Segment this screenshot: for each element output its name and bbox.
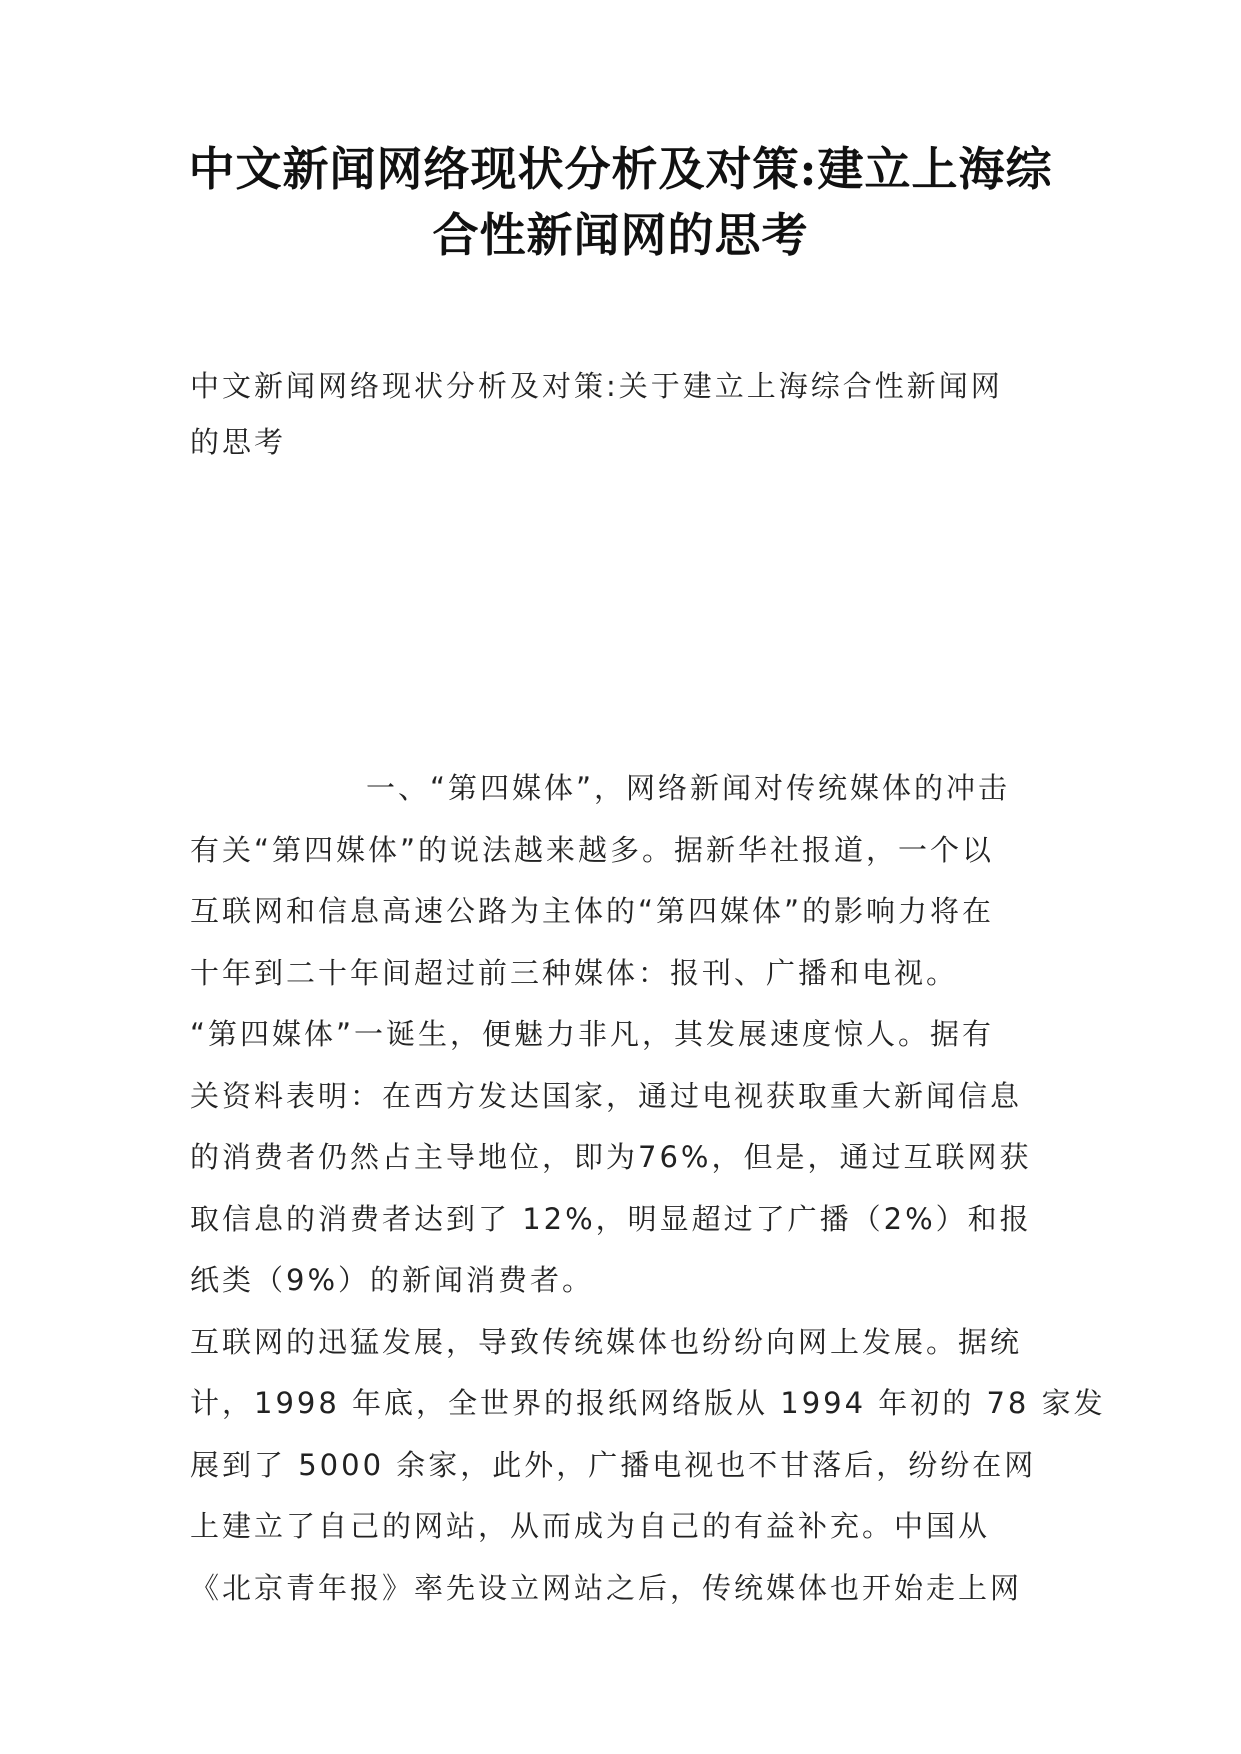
body-text-line: 十年到二十年间超过前三种媒体：报刊、广播和电视。 bbox=[190, 955, 959, 990]
body-text-line: “第四媒体”一诞生，便魅力非凡，其发展速度惊人。据有 bbox=[190, 1017, 995, 1051]
subtitle-line: 的思考 bbox=[190, 425, 287, 459]
body-text-line: 取信息的消费者达到了 12%，明显超过了广播（2%）和报 bbox=[190, 1201, 1032, 1236]
body-text-line: 上建立了自己的网站，从而成为自己的有益补充。中国从 bbox=[190, 1509, 991, 1543]
body-text-line: 的消费者仍然占主导地位，即为76%，但是，通过互联网获 bbox=[190, 1140, 1032, 1174]
body-text-line: 展到了 5000 余家，此外，广播电视也不甘落后，纷纷在网 bbox=[190, 1447, 1037, 1482]
body-text-line: 计，1998 年底，全世界的报纸网络版从 1994 年初的 78 家发 bbox=[190, 1386, 1106, 1420]
body-text-line: 关资料表明：在西方发达国家，通过电视获取重大新闻信息 bbox=[190, 1078, 1023, 1113]
title-line: 中文新闻网络现状分析及对策:建立上海综 bbox=[188, 142, 1053, 196]
title-line: 合性新闻网的思考 bbox=[432, 208, 809, 262]
body-text-line: 有关“第四媒体”的说法越来越多。据新华社报道，一个以 bbox=[190, 832, 995, 867]
document-title bbox=[170, 136, 1071, 268]
body-text-line: 纸类（9%）的新闻消费者。 bbox=[190, 1263, 595, 1297]
body-text-line: 互联网的迅猛发展，导致传统媒体也纷纷向网上发展。据统 bbox=[190, 1324, 1023, 1359]
subtitle-line: 中文新闻网络现状分析及对策:关于建立上海综合性新闻网 bbox=[190, 369, 1003, 403]
section-heading: 一、“第四媒体”，网络新闻对传统媒体的冲击 bbox=[366, 771, 1011, 805]
body-text-line: 互联网和信息高速公路为主体的“第四媒体”的影响力将在 bbox=[190, 894, 995, 928]
body-text-line: 《北京青年报》率先设立网站之后，传统媒体也开始走上网 bbox=[190, 1570, 1023, 1605]
document-subtitle bbox=[190, 358, 1070, 470]
document-body bbox=[190, 758, 1106, 1619]
